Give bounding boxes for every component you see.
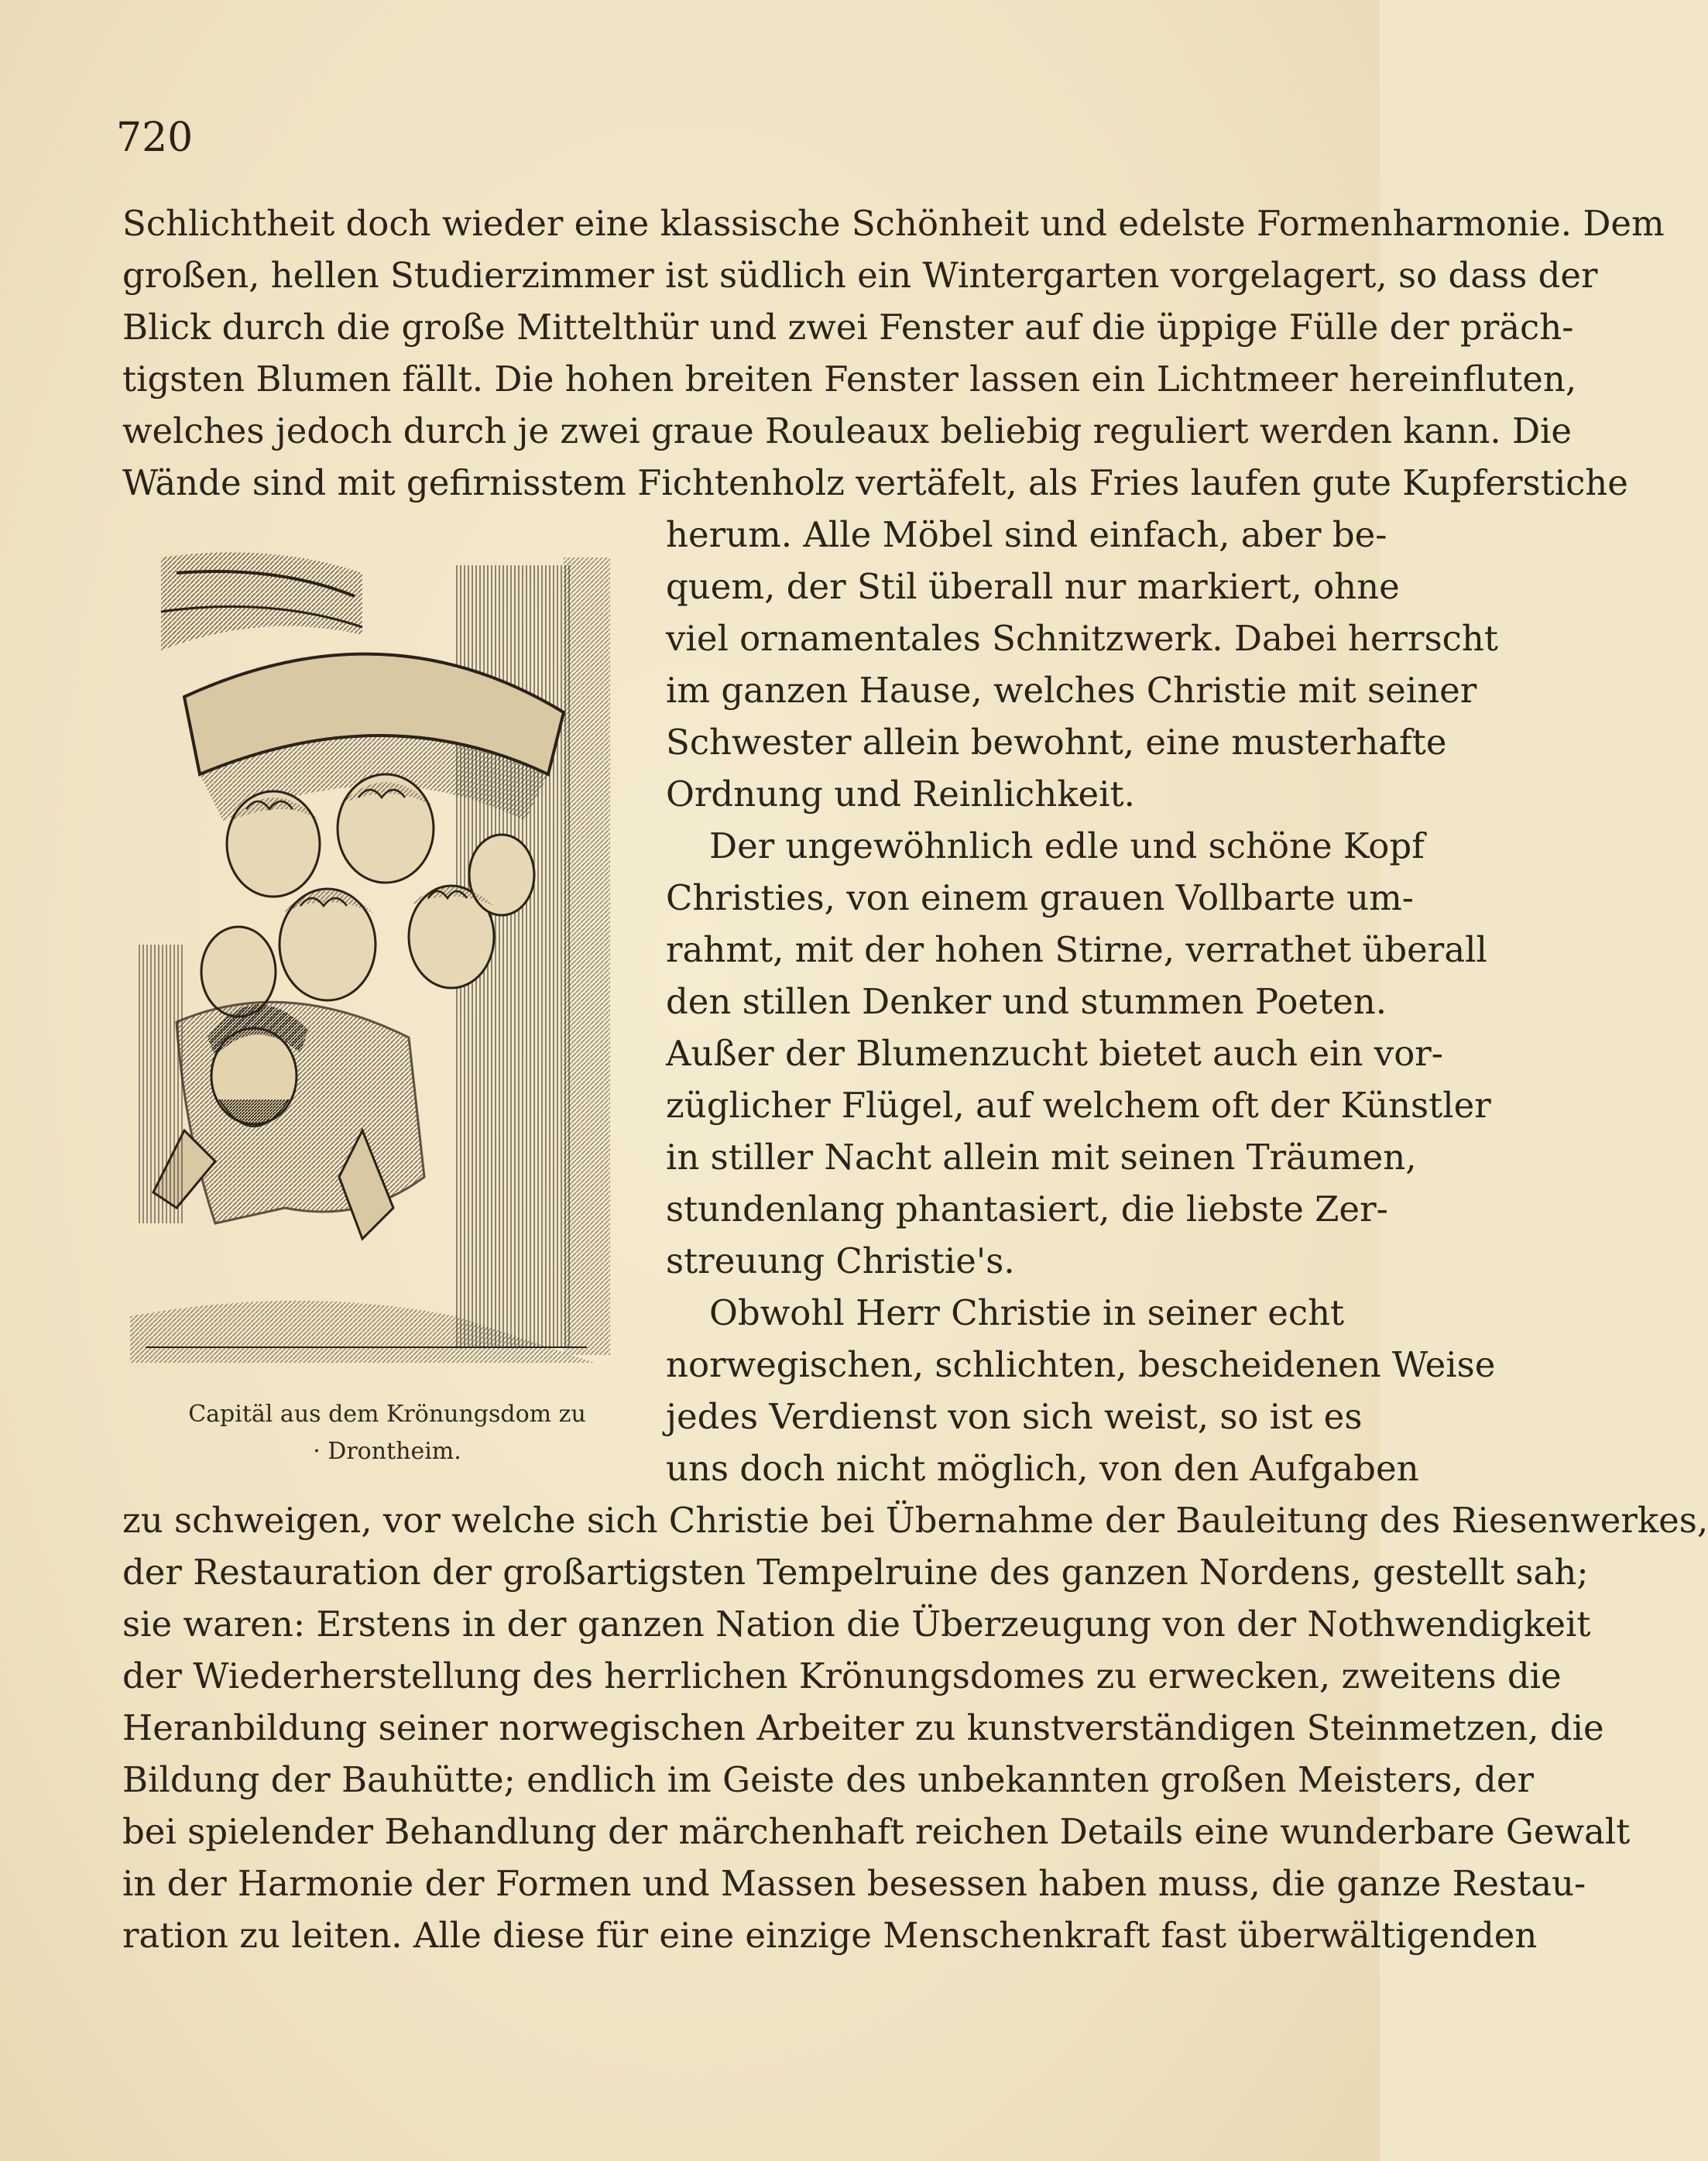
text-line: im ganzen Hause, welches Christie mit seiner xyxy=(666,670,1477,711)
text-line: quem, der Stil überall nur markiert, ohne xyxy=(666,566,1400,607)
text-line: Christies, von einem grauen Vollbarte um- xyxy=(666,877,1414,918)
text-line: rahmt, mit der hohen Stirne, verrathet überall xyxy=(666,929,1487,970)
caption-line-1: Capitäl aus dem Krönungsdom zu xyxy=(188,1401,586,1428)
page-number: 720 xyxy=(116,115,194,161)
text-line: jedes Verdienst von sich weist, so ist es xyxy=(666,1396,1363,1437)
capital-engraving-illustration xyxy=(130,542,626,1390)
text-line: Schlichtheit doch wieder eine klassische Schönheit und edelste Formenharmonie. Dem xyxy=(122,203,1665,244)
text-line: großen, hellen Studierzimmer ist südlich ein Wintergarten vorgelagert, so dass der xyxy=(122,255,1598,296)
text-line: viel ornamentales Schnitzwerk. Dabei herrscht xyxy=(666,618,1498,659)
text-line: zu schweigen, vor welche sich Christie bei Übernahme der Bauleitung des Riesenwerkes, xyxy=(122,1500,1708,1541)
caption-line-2: · Drontheim. xyxy=(313,1438,461,1465)
text-line: den stillen Denker und stummen Poeten. xyxy=(666,981,1387,1022)
text-line: Der ungewöhnlich edle und schöne Kopf xyxy=(709,825,1425,866)
text-line: züglicher Flügel, auf welchem oft der Künstler xyxy=(666,1085,1491,1126)
text-line: Außer der Blumenzucht bietet auch ein vor- xyxy=(666,1033,1443,1074)
text-line: herum. Alle Möbel sind einfach, aber be- xyxy=(666,514,1387,555)
text-line: stundenlang phantasiert, die liebste Zer- xyxy=(666,1189,1388,1230)
text-line: sie waren: Erstens in der ganzen Nation die Überzeugung von der Nothwendigkeit xyxy=(122,1604,1591,1645)
figure-caption xyxy=(116,1396,658,1470)
text-line: Blick durch die große Mittelthür und zwei Fenster auf die üppige Fülle der präch- xyxy=(122,307,1574,348)
text-line: ration zu leiten. Alle diese für eine einzige Menschenkraft fast überwältigenden xyxy=(122,1915,1538,1956)
text-line: Obwohl Herr Christie in seiner echt xyxy=(709,1292,1345,1333)
text-line: norwegischen, schlichten, bescheidenen Weise xyxy=(666,1344,1496,1385)
text-line: Bildung der Bauhütte; endlich im Geiste des unbekannten großen Meisters, der xyxy=(122,1759,1534,1800)
text-line: Schwester allein bewohnt, eine musterhafte xyxy=(666,722,1447,763)
text-line: in der Harmonie der Formen und Massen besessen haben muss, die ganze Restau- xyxy=(122,1863,1586,1904)
text-line: der Wiederherstellung des herrlichen Krönungsdomes zu erwecken, zweitens die xyxy=(122,1655,1562,1696)
text-line: bei spielender Behandlung der märchenhaft reichen Details eine wunderbare Gewalt xyxy=(122,1811,1631,1852)
text-line: der Restauration der großartigsten Tempelruine des ganzen Nordens, gestellt sah; xyxy=(122,1552,1589,1593)
text-line: streuung Christie's. xyxy=(666,1240,1015,1281)
text-line: Wände sind mit gefirnisstem Fichtenholz vertäfelt, als Fries laufen gute Kupferstiche xyxy=(122,462,1628,503)
text-line: Ordnung und Reinlichkeit. xyxy=(666,774,1135,815)
text-line: in stiller Nacht allein mit seinen Träumen, xyxy=(666,1137,1417,1178)
text-line: tigsten Blumen fällt. Die hohen breiten Fenster lassen ein Lichtmeer hereinfluten, xyxy=(122,358,1577,400)
text-line: welches jedoch durch je zwei graue Rouleaux beliebig reguliert werden kann. Die xyxy=(122,410,1573,451)
text-line: uns doch nicht möglich, von den Aufgaben xyxy=(666,1448,1419,1489)
text-line: Heranbildung seiner norwegischen Arbeiter zu kunstverständigen Steinmetzen, die xyxy=(122,1707,1604,1748)
